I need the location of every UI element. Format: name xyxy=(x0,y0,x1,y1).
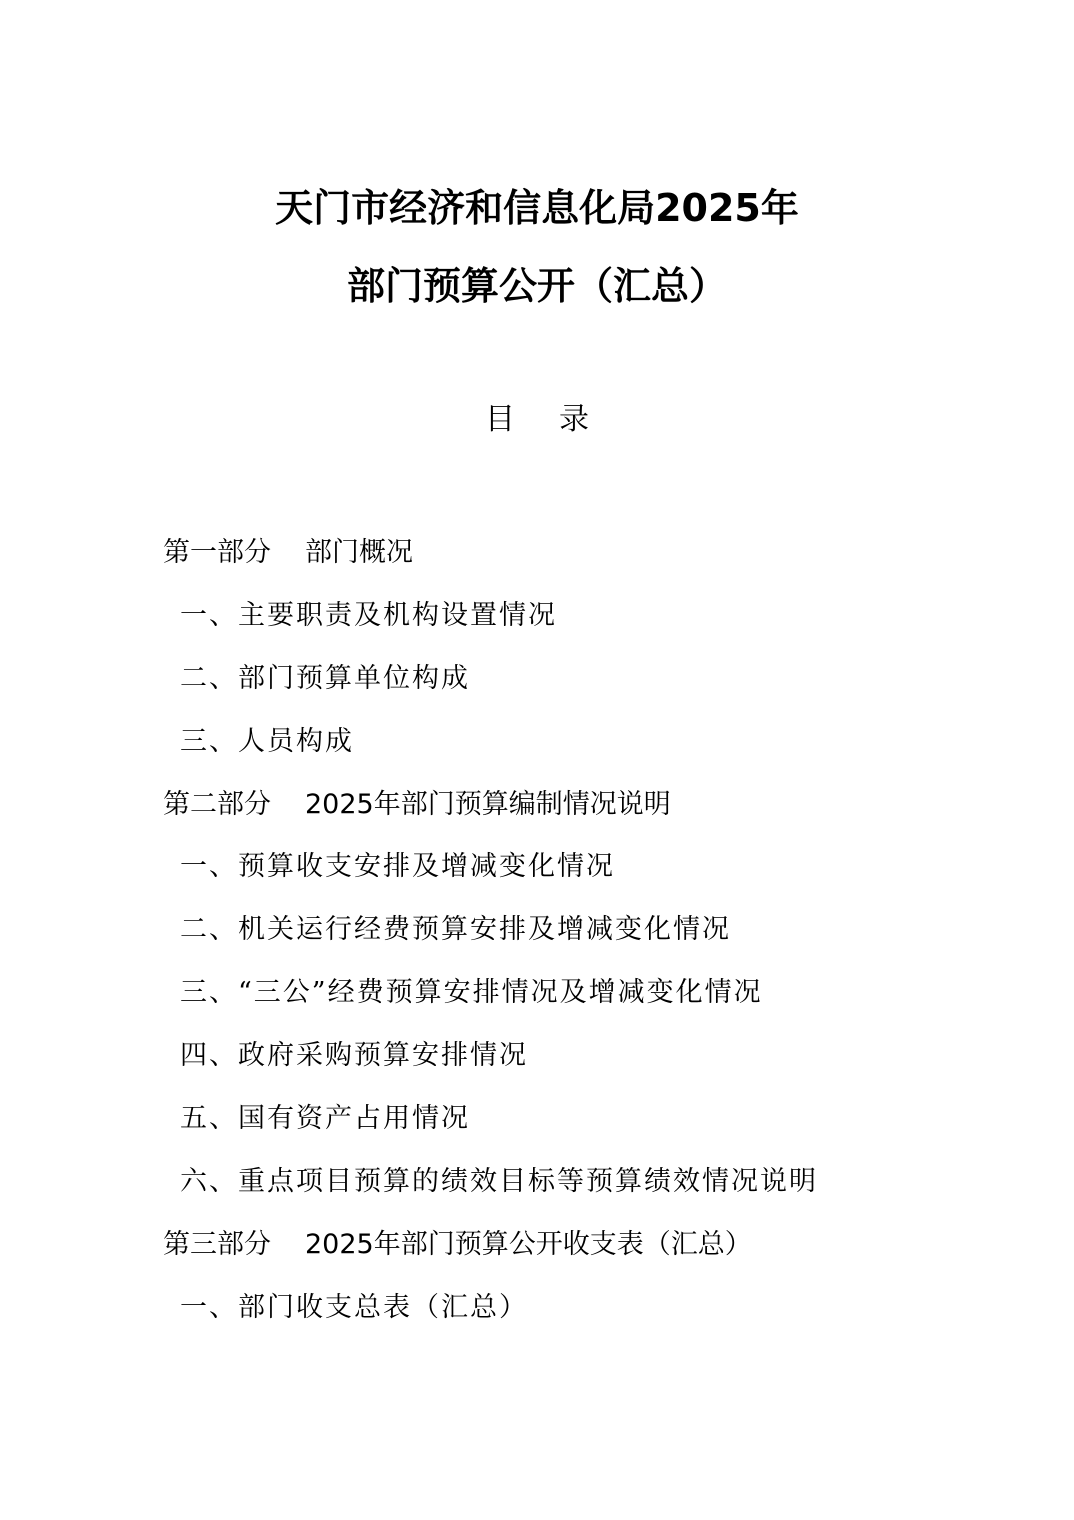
toc-item: 六、重点项目预算的绩效目标等预算绩效情况说明 xyxy=(180,1166,818,1197)
toc-part-label: 第一部分 xyxy=(163,537,271,568)
toc-item: 三、“三公”经费预算安排情况及增减变化情况 xyxy=(180,977,763,1008)
toc-heading-char-1: 目 xyxy=(485,402,515,437)
toc-part-1 xyxy=(163,535,413,571)
toc-part-3 xyxy=(163,1227,752,1263)
toc-part-label: 第二部分 xyxy=(163,789,271,820)
toc-item: 五、国有资产占用情况 xyxy=(180,1103,470,1134)
toc-item: 一、主要职责及机构设置情况 xyxy=(180,600,557,631)
toc-part-title: 部门概况 xyxy=(305,537,413,568)
toc-item: 二、部门预算单位构成 xyxy=(180,663,470,694)
toc-item: 二、机关运行经费预算安排及增减变化情况 xyxy=(180,914,731,945)
toc-heading-char-2: 录 xyxy=(559,402,589,437)
document-title-line-1: 天门市经济和信息化局2025年 xyxy=(275,186,799,230)
toc-part-title: 2025年部门预算编制情况说明 xyxy=(305,789,671,820)
toc-part-label: 第三部分 xyxy=(163,1229,271,1260)
toc-item: 四、政府采购预算安排情况 xyxy=(180,1040,528,1071)
toc-item: 三、人员构成 xyxy=(180,726,354,757)
document-title-line-2: 部门预算公开（汇总） xyxy=(346,264,727,308)
toc-item: 一、预算收支安排及增减变化情况 xyxy=(180,851,615,882)
toc-part-2 xyxy=(163,787,671,823)
toc-part-title: 2025年部门预算公开收支表（汇总） xyxy=(305,1229,752,1260)
toc-item: 一、部门收支总表（汇总） xyxy=(180,1292,528,1323)
